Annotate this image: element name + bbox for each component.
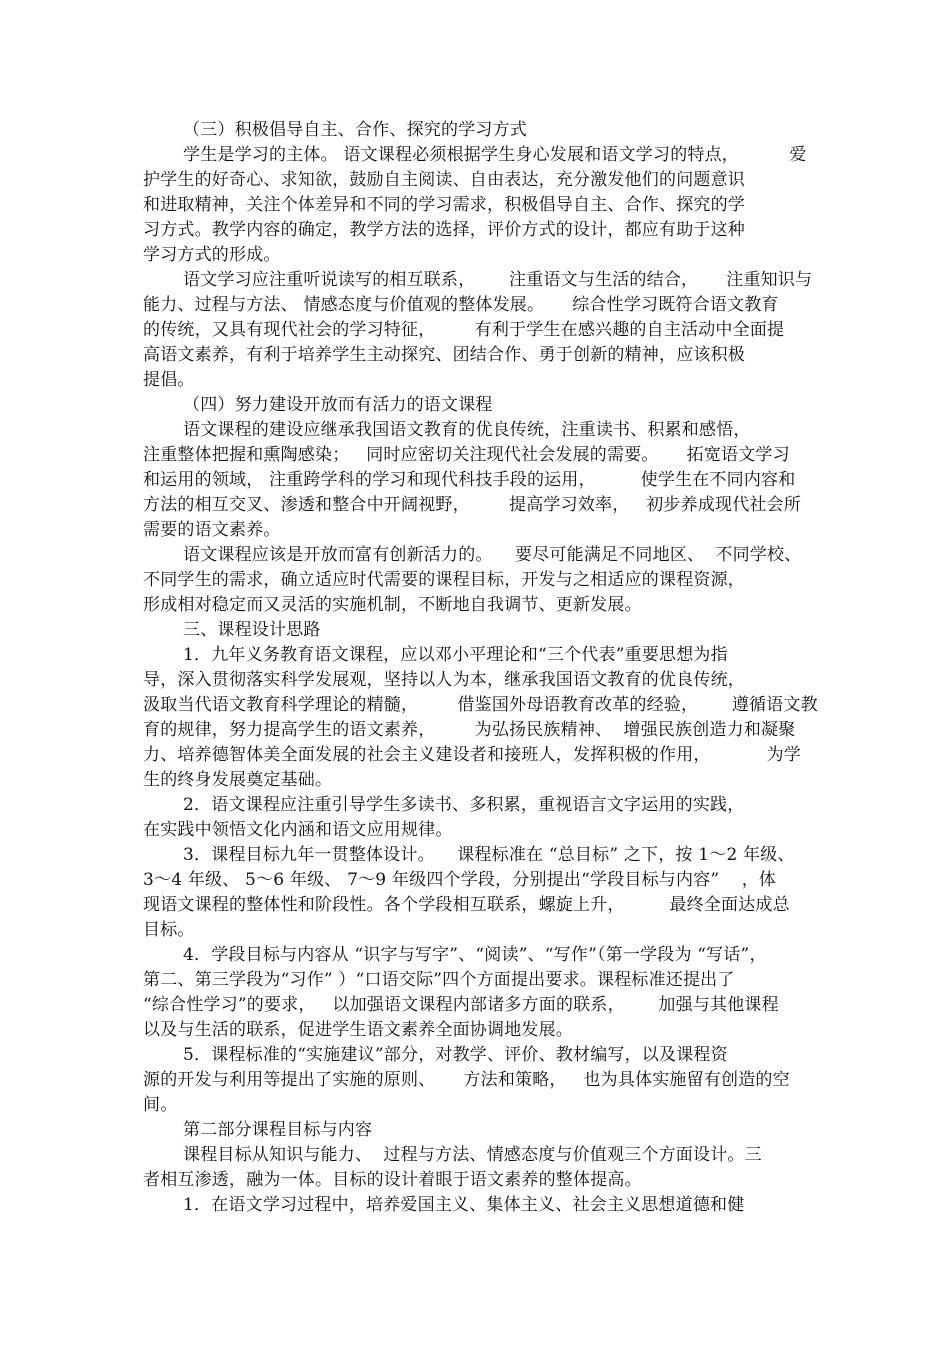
paragraph-line: 2．语文课程应注重引导学生多读书、多积累，重视语言文字运用的实践， [183,795,745,815]
paragraph-line: 力、培养德智体美全面发展的社会主义建设者和接班人，发挥积极的作用， 为学 [143,745,802,765]
paragraph-line: 高语文素养，有利于培养学生主动探究、团结合作、勇于创新的精神，应该积极 [143,345,745,365]
paragraph-line: 不同学生的需求，确立适应时代需要的课程目标，开发与之相适应的课程资源， [143,570,745,590]
paragraph-line: 在实践中领悟文化内涵和语文应用规律。 [143,820,453,840]
paragraph-line: 1．九年义务教育语文课程，应以邓小平理论和“三个代表”重要思想为指 [183,645,728,665]
paragraph-line: 源的开发与利用等提出了实施的原则、 方法和策略， 也为具体实施留有创造的空 [143,1070,790,1090]
paragraph-line: 现语文课程的整体性和阶段性。各个学段相互联系，螺旋上升， 最终全面达成总 [143,895,790,915]
paragraph-line: 者相互渗透，融为一体。目标的设计着眼于语文素养的整体提高。 [143,1170,642,1190]
paragraph-line: 第二、第三学段为“习作” ）“口语交际”四个方面提出要求。课程标准还提出了 [143,970,735,990]
paragraph-line: 3．课程目标九年一贯整体设计。 课程标准在 “总目标” 之下，按 1～2 年级、 [183,845,795,865]
paragraph-line: 3～4 年级、 5～6 年级、 7～9 年级四个学段，分别提出“学段目标与内容” ，体 [143,870,777,890]
paragraph-line: 5．课程标准的“实施建议”部分，对教学、评价、教材编写，以及课程资 [183,1045,728,1065]
paragraph-line: 以及与生活的联系，促进学生语文素养全面协调地发展。 [143,1020,573,1040]
section-heading: （四）努力建设开放而有活力的语文课程 [183,395,493,415]
paragraph-line: 注重整体把握和熏陶感染； 同时应密切关注现代社会发展的需要。 拓宽语文学习 [143,445,790,465]
paragraph-line: 护学生的好奇心、求知欲，鼓励自主阅读、自由表达，充分激发他们的问题意识 [143,170,745,190]
paragraph-line: 能力、过程与方法、 情感态度与价值观的整体发展。 综合性学习既符合语文教育 [143,295,779,315]
paragraph-line: 和进取精神，关注个体差异和不同的学习需求，积极倡导自主、合作、探究的学 [143,195,745,215]
section-heading: （三）积极倡导自主、合作、探究的学习方式 [183,120,527,140]
paragraph-line: 和运用的领域， 注重跨学科的学习和现代科技手段的运用， 使学生在不同内容和 [143,470,796,490]
paragraph-line: 方法的相互交叉、渗透和整合中开阔视野， 提高学习效率， 初步养成现代社会所 [143,495,802,515]
paragraph-line: 语文课程的建设应继承我国语文教育的优良传统，注重读书、积累和感悟， [183,420,751,440]
paragraph-line: 育的规律，努力提高学生的语文素养， 为弘扬民族精神、 增强民族创造力和凝聚 [143,720,796,740]
section-heading: 三、课程设计思路 [183,620,321,640]
paragraph-line: 语文学习应注重听说读写的相互联系， 注重语文与生活的结合， 注重知识与 [183,270,813,290]
paragraph-line: 生的终身发展奠定基础。 [143,770,333,790]
paragraph-line: 需要的语文素养。 [143,520,281,540]
paragraph-line: 课程目标从知识与能力、 过程与方法、情感态度与价值观三个方面设计。三 [183,1145,762,1165]
paragraph-line: “综合性学习”的要求， 以加强语文课程内部诸多方面的联系， 加强与其他课程 [143,995,779,1015]
paragraph-line: 提倡。 [143,370,195,390]
paragraph-line: 4．学段目标与内容从 “识字与写字”、“阅读”、“写作”（第一学段为 “写话”， [183,945,767,965]
paragraph-line: 的传统，又具有现代社会的学习特征， 有利于学生在感兴趣的自主活动中全面提 [143,320,785,340]
paragraph-line: 汲取当代语文教育科学理论的精髓， 借鉴国外母语教育改革的经验， 遵循语文教 [143,695,818,715]
paragraph-line: 学生是学习的主体。 语文课程必须根据学生身心发展和语文学习的特点， 爱 [183,145,807,165]
paragraph-line: 间。 [143,1095,178,1115]
paragraph-line: 习方式。教学内容的确定，教学方法的选择，评价方式的设计，都应有助于这种 [143,220,745,240]
section-heading: 第二部分课程目标与内容 [183,1120,373,1140]
paragraph-line: 导，深入贯彻落实科学发展观，坚持以人为本，继承我国语文教育的优良传统， [143,670,745,690]
paragraph-line: 形成相对稳定而又灵活的实施机制，不断地自我调节、更新发展。 [143,595,642,615]
paragraph-line: 1．在语文学习过程中，培养爱国主义、集体主义、社会主义思想道德和健 [183,1195,745,1215]
paragraph-line: 语文课程应该是开放而富有创新活力的。 要尽可能满足不同地区、 不同学校、 [183,545,802,565]
paragraph-line: 学习方式的形成。 [143,245,281,265]
paragraph-line: 目标。 [143,920,195,940]
